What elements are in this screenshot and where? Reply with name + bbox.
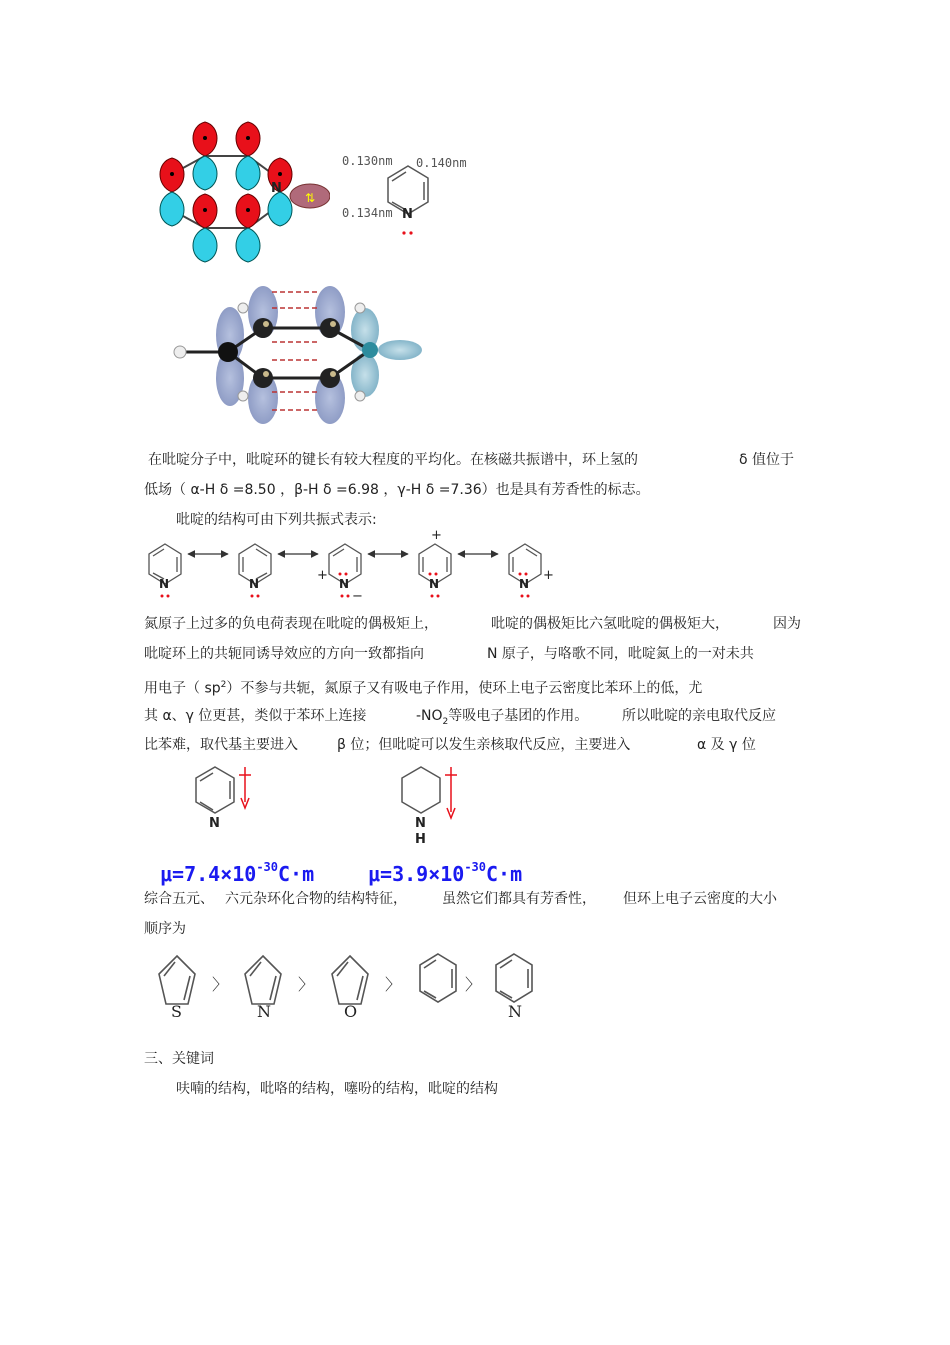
para3-l4a: 其 α、γ 位更甚，类似于苯环上连接: [144, 708, 367, 724]
mu2-base: μ=3.9×10: [368, 862, 465, 886]
para3-l4sub: 2: [442, 716, 449, 727]
bond-length-label-2: 0.140nm: [416, 156, 467, 170]
para1-line1-delta: δ 值位于: [739, 452, 795, 468]
mu1-base: μ=7.4×10: [160, 862, 257, 886]
pyridine-orbital-diagram: [150, 118, 330, 268]
mu1-unit: C·m: [278, 862, 315, 886]
res3-plus: +: [317, 568, 328, 583]
dipole-piperidine-h: H: [415, 832, 426, 847]
para3-l1b: 吡啶的偶极矩比六氢吡啶的偶极矩大，: [491, 616, 729, 632]
para4-l2: 顺序为: [144, 921, 186, 937]
pyridine-dipole: [190, 762, 270, 842]
para4-l1c: 虽然它们都具有芳香性，: [442, 891, 596, 907]
para4-l1d: 但环上电子云密度的大小: [623, 891, 777, 907]
para3-l3b: ）不参与共轭，氮原子又有吸电子作用，使环上电子云密度比苯环上的低，尤: [226, 680, 703, 697]
bond-length-label-3: 0.134nm: [342, 206, 393, 220]
para3-l4d: 所以吡啶的亲电取代反应: [622, 708, 776, 724]
res5-n: N: [519, 577, 530, 591]
gt-sign-4: 〉: [465, 975, 482, 994]
para3-l1c: 因为: [773, 616, 801, 632]
mu2-exp: -30: [464, 860, 487, 874]
para3-l3sup: 2: [220, 680, 227, 690]
para4-l1b: 六元杂环化合物的结构特征，: [225, 891, 407, 907]
piperidine-dipole: [398, 762, 478, 842]
res2-n: N: [249, 577, 260, 591]
bond-length-label-1: 0.130nm: [342, 154, 393, 168]
para3-l4b: -NO: [416, 708, 443, 724]
para3-l4c: 等吸电子基团的作用。: [448, 708, 589, 724]
dipole-pyridine-n: N: [209, 816, 220, 831]
mu2-unit: C·m: [486, 862, 523, 886]
res3-minus: −: [352, 589, 363, 604]
para3-l5a: 比苯难，取代基主要进入: [144, 737, 298, 753]
para3-l5c: α 及 γ 位: [697, 737, 756, 753]
para3-l2b: N 原子，与咯歌不同，吡啶氮上的一对未共: [487, 646, 754, 662]
furan-o: O: [344, 1002, 358, 1021]
gt-sign-2: 〉: [298, 975, 315, 994]
gt-sign-1: 〉: [212, 975, 229, 994]
resonance-intro: 吡啶的结构可由下列共振式表示:: [176, 512, 377, 528]
para4-l1a: 综合五元、: [144, 891, 214, 907]
para3-l2a: 吡啶环上的共轭同诱导效应的方向一致都指向: [144, 646, 424, 662]
res5-plus: +: [543, 568, 554, 583]
section-heading: 三、关键词: [144, 1051, 214, 1067]
keywords-line: 呋喃的结构，吡咯的结构，噻吩的结构，吡啶的结构: [176, 1081, 498, 1097]
svg-text:⇅: ⇅: [305, 191, 316, 205]
res1-n: N: [159, 577, 170, 591]
res4-n: N: [429, 577, 440, 591]
orbital-nitrogen-label: N: [271, 181, 282, 196]
para3-l3: [144, 676, 702, 698]
para3-l4bc: [416, 707, 588, 731]
ring-nitrogen-label: N: [402, 207, 413, 222]
dipole-piperidine-n: N: [415, 816, 426, 831]
pyridine-bond-length-ring: [380, 160, 440, 240]
dipole-value-pyridine: [160, 855, 314, 889]
para3-l3a: 用电子（ sp: [144, 680, 221, 697]
para1-line2: 低场（ α-H δ =8.50 ，β-H δ =6.98 ，γ-H δ =7.36）也是具有芳香性的标志。: [144, 482, 650, 498]
thiophene-s: S: [171, 1002, 182, 1021]
pyrrole-n: N: [257, 1002, 271, 1021]
pyridine-3d-model: [160, 280, 430, 430]
pyridine-n: N: [508, 1002, 522, 1021]
para1-line1: 在吡啶分子中，吡啶环的键长有较大程度的平均化。在核磁共振谱中，环上氢的: [148, 452, 638, 468]
para3-l1a: 氮原子上过多的负电荷表现在吡啶的偶极矩上，: [144, 616, 438, 632]
mu1-exp: -30: [256, 860, 279, 874]
res3-n: N: [339, 577, 350, 591]
para3-l5b: β 位；但吡啶可以发生亲核取代反应，主要进入: [337, 737, 631, 753]
gt-sign-3: 〉: [385, 975, 402, 994]
res4-plus: +: [431, 528, 442, 543]
dipole-value-piperidine: [368, 855, 522, 889]
resonance-structures: [140, 532, 560, 607]
